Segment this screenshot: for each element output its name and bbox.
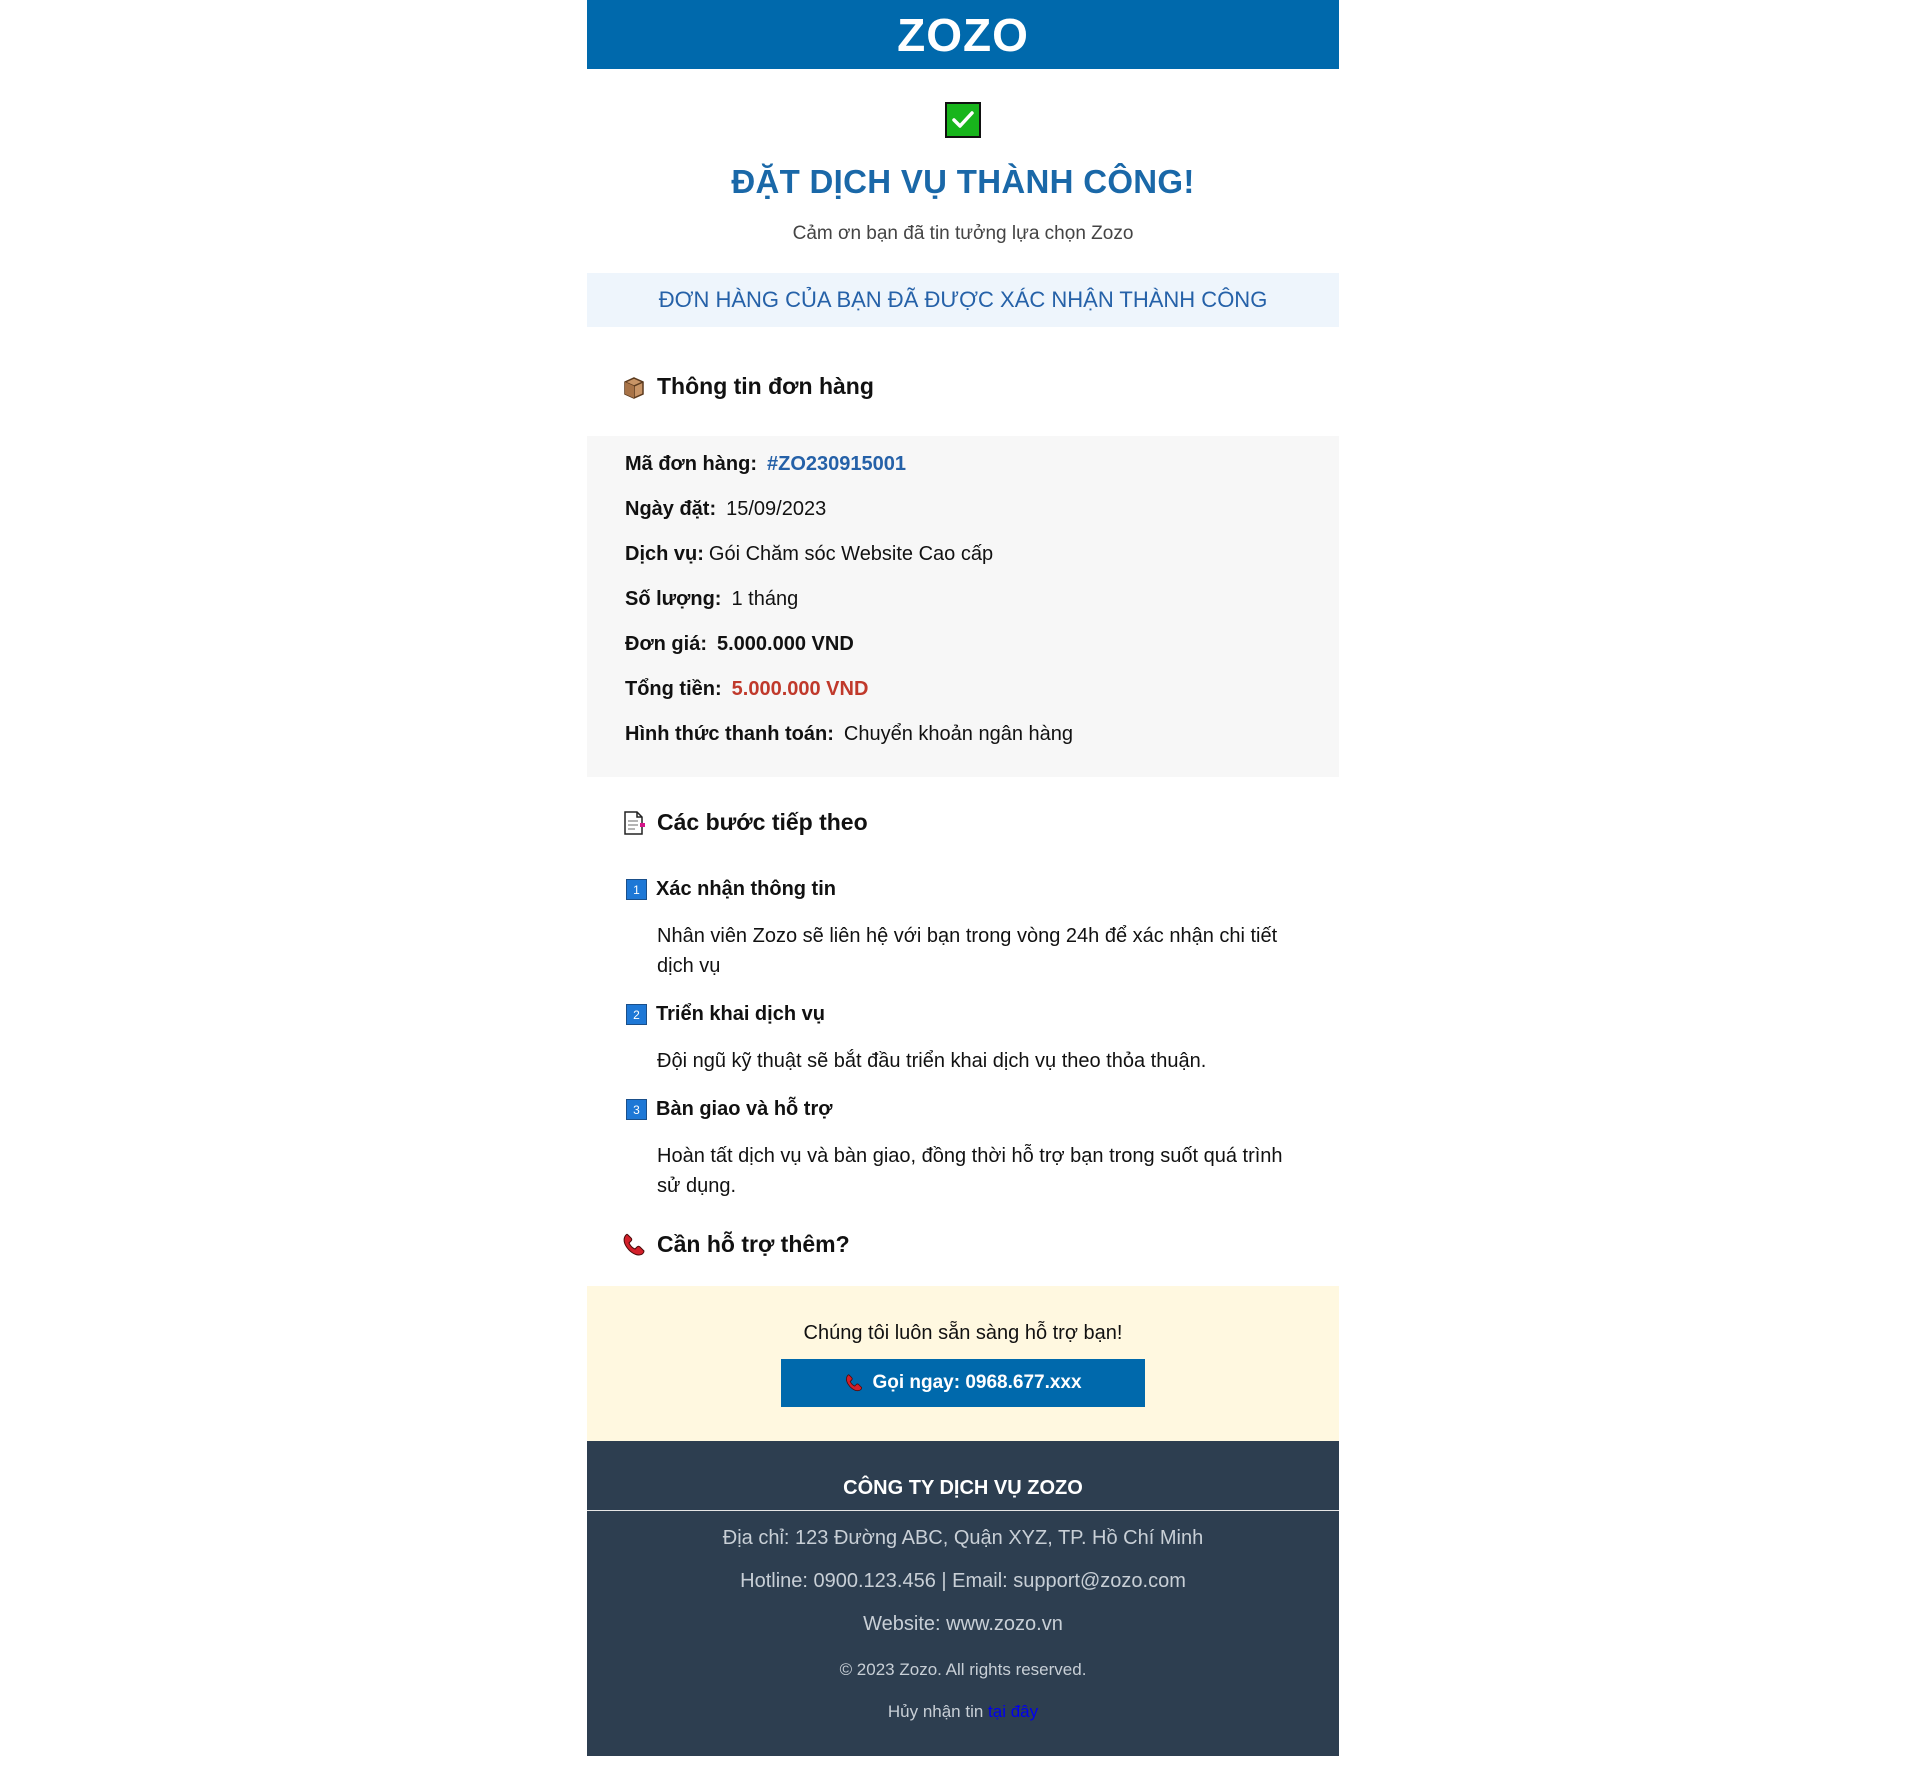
step-title-text: Xác nhận thông tin bbox=[656, 878, 836, 900]
order-row-date bbox=[625, 497, 1301, 521]
order-total-value: 5.000.000 VND bbox=[731, 678, 869, 700]
order-row-service bbox=[625, 542, 1301, 566]
footer-contact: Hotline: 0900.123.456 | Email: support@zozo.com bbox=[740, 1570, 1186, 1592]
order-date-label: Ngày đặt: bbox=[625, 498, 717, 520]
order-quantity-value: 1 tháng bbox=[731, 588, 799, 610]
footer-unsubscribe bbox=[587, 1702, 1339, 1722]
email-container bbox=[587, 0, 1339, 1780]
order-section-label: Thông tin đơn hàng bbox=[657, 373, 874, 399]
step-3-desc: Hoàn tất dịch vụ và bàn giao, đồng thời hỗ trợ bạn trong suốt quá trình sử dụng. bbox=[657, 1145, 1283, 1197]
footer-website: Website: www.zozo.vn bbox=[863, 1613, 1063, 1635]
order-unit-price-value: 5.000.000 VND bbox=[717, 633, 854, 655]
unsubscribe-link[interactable]: tại đây bbox=[988, 1702, 1039, 1721]
step-1-title bbox=[626, 878, 1289, 901]
success-title: ĐẶT DỊCH VỤ THÀNH CÔNG! bbox=[731, 163, 1195, 200]
brand-logo: ZOZO bbox=[897, 8, 1029, 61]
call-now-button[interactable] bbox=[781, 1359, 1145, 1407]
order-total-label: Tổng tiền: bbox=[625, 678, 722, 700]
order-row-code bbox=[625, 452, 1301, 476]
order-date-value: 15/09/2023 bbox=[726, 498, 827, 520]
step-3-title bbox=[626, 1098, 1289, 1121]
order-service-value: Gói Chăm sóc Website Cao cấp bbox=[708, 543, 994, 565]
footer-address: Địa chỉ: 123 Đường ABC, Quận XYZ, TP. Hồ Chí Minh bbox=[722, 1527, 1204, 1549]
confirmation-banner bbox=[587, 273, 1339, 327]
footer-copyright: © 2023 Zozo. All rights reserved. bbox=[839, 1660, 1087, 1679]
call-now-label: Gọi ngay: 0968.677.xxx bbox=[872, 1372, 1082, 1393]
order-row-unit-price bbox=[625, 632, 1301, 656]
page-icon bbox=[621, 810, 647, 836]
help-section-title bbox=[587, 1231, 1339, 1258]
step-number-badge: 2 bbox=[626, 1004, 647, 1025]
footer-company: CÔNG TY DỊCH VỤ ZOZO bbox=[587, 1441, 1339, 1511]
step-title-text: Bàn giao và hỗ trợ bbox=[656, 1098, 833, 1120]
step-1-desc: Nhân viên Zozo sẽ liên hệ với bạn trong vòng 24h để xác nhận chi tiết dịch vụ bbox=[657, 925, 1278, 977]
order-payment-label: Hình thức thanh toán: bbox=[625, 723, 834, 745]
confirmation-text: ĐƠN HÀNG CỦA BẠN ĐÃ ĐƯỢC XÁC NHẬN THÀNH CÔNG bbox=[658, 287, 1268, 312]
order-row-payment bbox=[625, 722, 1301, 746]
package-icon bbox=[621, 374, 647, 400]
steps-section-title bbox=[587, 809, 1339, 836]
order-quantity-label: Số lượng: bbox=[625, 588, 722, 610]
steps-section-label: Các bước tiếp theo bbox=[657, 809, 868, 835]
step-number-badge: 1 bbox=[626, 879, 647, 900]
steps-list bbox=[587, 878, 1339, 1201]
brand-header bbox=[587, 0, 1339, 69]
step-2-title bbox=[626, 1003, 1289, 1026]
step-2-desc: Đội ngũ kỹ thuật sẽ bắt đầu triển khai dịch vụ theo thỏa thuận. bbox=[657, 1050, 1207, 1072]
order-service-label: Dịch vụ: bbox=[625, 543, 704, 565]
order-section-title bbox=[587, 373, 1339, 400]
step-number-badge: 3 bbox=[626, 1099, 647, 1120]
step-title-text: Triển khai dịch vụ bbox=[656, 1003, 825, 1025]
thanks-text: Cảm ơn bạn đã tin tưởng lựa chọn Zozo bbox=[792, 223, 1134, 244]
phone-icon bbox=[844, 1373, 864, 1393]
success-icon-wrap bbox=[587, 102, 1339, 138]
help-box bbox=[587, 1286, 1339, 1441]
unsubscribe-text: Hủy nhận tin bbox=[887, 1702, 984, 1721]
order-code-value: #ZO230915001 bbox=[766, 453, 906, 475]
help-text: Chúng tôi luôn sẵn sàng hỗ trợ bạn! bbox=[803, 1322, 1123, 1344]
order-code-label: Mã đơn hàng: bbox=[625, 453, 757, 475]
order-row-total bbox=[625, 677, 1301, 701]
help-section-label: Cần hỗ trợ thêm? bbox=[657, 1231, 850, 1257]
order-details bbox=[587, 436, 1339, 777]
order-unit-price-label: Đơn giá: bbox=[625, 633, 707, 655]
order-row-quantity bbox=[625, 587, 1301, 611]
check-mark-icon bbox=[945, 102, 981, 138]
footer bbox=[587, 1441, 1339, 1756]
phone-icon bbox=[621, 1232, 647, 1258]
order-payment-value: Chuyển khoản ngân hàng bbox=[843, 723, 1073, 745]
